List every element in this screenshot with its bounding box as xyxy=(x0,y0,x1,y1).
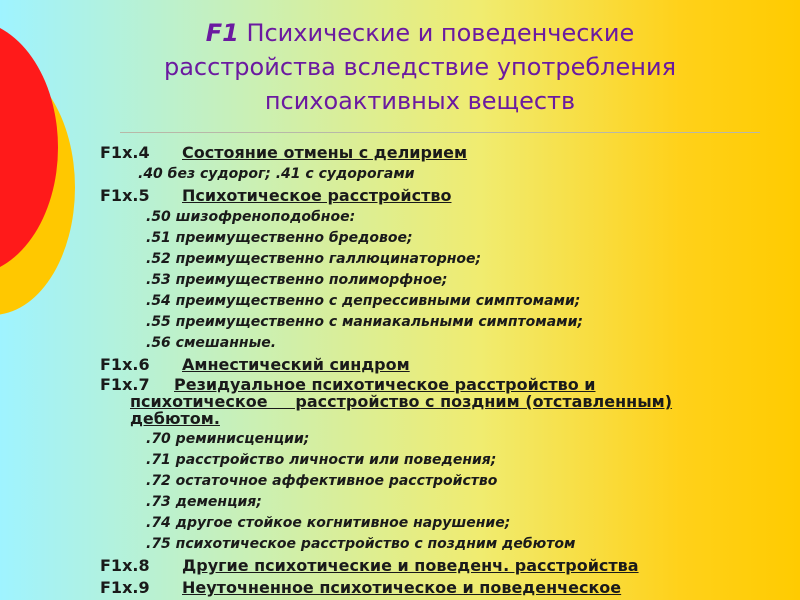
item-title: Другие психотические и поведенч. расстройства xyxy=(182,556,639,575)
item-code: F1x.9 xyxy=(100,578,150,597)
list-item xyxy=(100,354,790,376)
item-title: Неуточненное психотическое и поведенческое xyxy=(182,578,622,597)
list-subitem: .53 преимущественно полиморфное; xyxy=(146,272,448,288)
list-subitem: .50 шизофреноподобное: xyxy=(146,209,356,225)
item-title: Психотическое расстройство xyxy=(182,186,452,205)
list-subitem: .70 реминисценции; xyxy=(146,431,310,447)
title-divider xyxy=(120,132,760,133)
list-subitem: .74 другое стойкое когнитивное нарушение; xyxy=(146,515,511,531)
classification-list xyxy=(100,142,790,599)
item-code: F1x.6 xyxy=(100,355,150,374)
item-title-line3: дебютом. xyxy=(130,409,220,428)
title-code: F1 xyxy=(205,19,239,47)
item-code: F1x.4 xyxy=(100,143,150,162)
slide-title xyxy=(120,16,720,118)
list-subitem: .55 преимущественно с маниакальными симптомами; xyxy=(146,314,584,330)
list-subitem: .72 остаточное аффективное расстройство xyxy=(146,473,498,489)
list-subitem: .52 преимущественно галлюцинаторное; xyxy=(146,251,482,267)
item-title-line2: психотическое расстройство с поздним (отставленным) xyxy=(130,392,673,411)
title-text: Психические и поведенческие расстройства вследствие употребления психоактивных веществ xyxy=(163,19,677,115)
list-item xyxy=(100,555,790,577)
list-item xyxy=(100,577,790,599)
item-title: Состояние отмены с делирием xyxy=(182,143,468,162)
list-subitem: .56 смешанные. xyxy=(146,335,277,351)
list-subitem: .73 деменция; xyxy=(146,494,262,510)
list-item xyxy=(100,142,790,164)
item-title: Амнестический синдром xyxy=(182,355,410,374)
list-subitem: .54 преимущественно с депрессивными симптомами; xyxy=(146,293,581,309)
list-subitem: .71 расстройство личности или поведения; xyxy=(146,452,497,468)
list-item xyxy=(100,376,790,429)
list-subitem: .40 без судорог; .41 с судорогами xyxy=(138,166,415,182)
list-subitem: .51 преимущественно бредовое; xyxy=(146,230,413,246)
list-item xyxy=(100,185,790,207)
item-code: F1x.7 xyxy=(100,375,150,394)
list-subitem: .75 психотическое расстройство с поздним дебютом xyxy=(146,536,576,552)
item-code: F1x.5 xyxy=(100,186,150,205)
item-title-line1: Резидуальное психотическое расстройство и xyxy=(174,375,596,394)
item-code: F1x.8 xyxy=(100,556,150,575)
